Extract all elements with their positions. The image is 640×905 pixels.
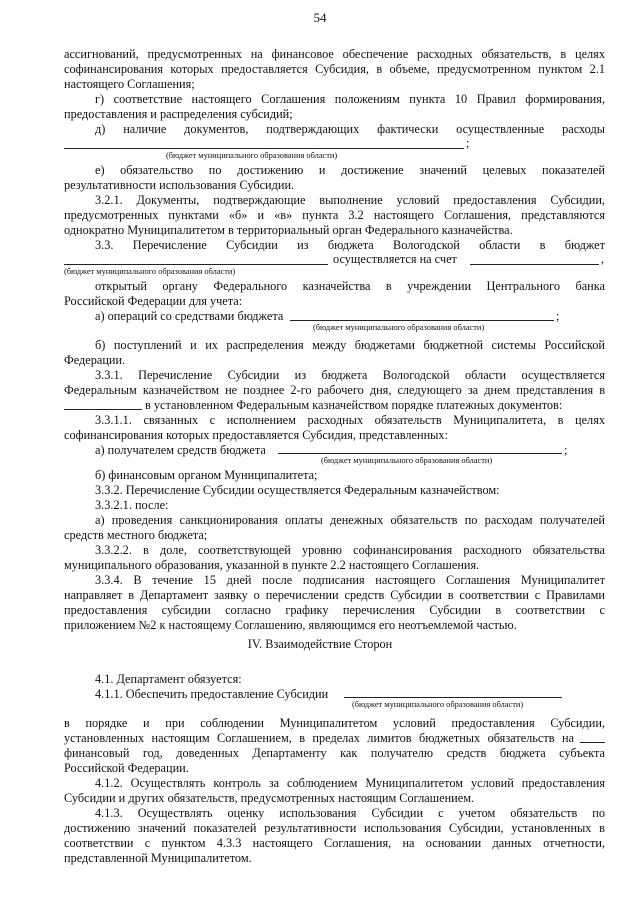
fill-blank-line[interactable] xyxy=(580,742,605,743)
text-line: софинансирования которых предоставляется Субсидия, представленных: xyxy=(64,428,448,442)
fill-blank-line[interactable] xyxy=(278,453,562,454)
fill-blank-line[interactable] xyxy=(290,320,554,321)
fill-blank-line[interactable] xyxy=(64,409,142,410)
text-line: б) финансовым органом Муниципалитета; xyxy=(95,468,318,482)
fill-blank-line[interactable] xyxy=(64,148,464,149)
text-line: 4.1.2. Осуществлять контроль за соблюдением Муниципалитетом условий предоставления xyxy=(95,776,605,790)
text-line: однократно Муниципалитетом в территориальный орган Федерального казначейства. xyxy=(64,223,513,237)
field-caption: (бюджет муниципального образования области) xyxy=(166,151,338,160)
text-line: 3.3.2.1. после: xyxy=(95,498,169,512)
text-line: Субсидии и других обязательств, предусмотренных настоящим Соглашением. xyxy=(64,791,475,805)
text-line: а) проведения санкционирования оплаты денежных обязательств по расходам получателей xyxy=(95,513,605,527)
text-line: 3.3.2. Перечисление Субсидии осуществляется Федеральным казначейством: xyxy=(95,483,500,497)
text-line: 3.3.1. Перечисление Субсидии из бюджета Вологодской области осуществляется xyxy=(95,368,605,382)
text-line: предоставления и распределения субсидий; xyxy=(64,107,293,121)
text-line: установленных настоящим Соглашением, в пределах лимитов бюджетных обязательств на xyxy=(64,731,574,745)
text-line: б) поступлений и их распределения между бюджетами бюджетной системы Российской xyxy=(95,338,605,352)
text-line: 3.3. Перечисление Субсидии из бюджета Вологодской области в бюджет xyxy=(95,238,605,252)
text-line: 3.3.2.2. в доле, соответствующей уровню софинансирования расходного обязательства xyxy=(95,543,605,557)
text-line: в установленном Федеральным казначейством порядке платежных документов: xyxy=(145,398,563,412)
text-line: соответствии с пунктом 4.3.3 настоящего Соглашения, на основании данных отчетности, xyxy=(64,836,605,850)
text-line: е) обязательство по достижению и достижение значений целевых показателей xyxy=(95,163,605,177)
page-number: 54 xyxy=(313,10,327,25)
text-line: представленной Муниципалитетом. xyxy=(64,851,252,865)
text-line: осуществляется на счет xyxy=(333,252,457,266)
fill-blank-line[interactable] xyxy=(470,264,599,265)
section-heading: IV. Взаимодействие Сторон xyxy=(247,637,393,651)
fill-blank-line[interactable] xyxy=(344,697,562,698)
field-caption: (бюджет муниципального образования области) xyxy=(321,456,493,465)
text-line: софинансирования которых предоставляется Субсидия, в объеме, предусмотренном пунктом 2.1 xyxy=(64,62,605,76)
text-line: 4.1.3. Осуществлять оценку использования Субсидии с учетом обязательств по xyxy=(95,806,605,820)
text-line: 3.2.1. Документы, подтверждающие выполнение условий предоставления Субсидии, xyxy=(95,193,605,207)
text-line: муниципального образования, указанной в пункте 2.2 настоящего Соглашения. xyxy=(64,558,480,572)
text-line: ; xyxy=(564,443,568,457)
text-line: 4.1.1. Обеспечить предоставление Субсидии xyxy=(95,687,329,701)
text-line: направляет в Департамент заявку о перечислении средств Субсидии в соответствии с Правилами xyxy=(64,588,605,602)
text-line: а) операций со средствами бюджета xyxy=(95,309,284,323)
text-line: ; xyxy=(466,136,470,150)
text-line: ассигнований, предусмотренных на финансовое обеспечение расходных обязательств, в целях xyxy=(64,47,605,61)
text-line: открытый органу Федерального казначейства в учреждении Центрального банка xyxy=(95,279,605,293)
field-caption: (бюджет муниципального образования области) xyxy=(64,267,236,276)
text-line: ; xyxy=(556,309,560,323)
text-line: а) получателем средств бюджета xyxy=(95,443,266,457)
text-line: Федерации. xyxy=(64,353,126,367)
text-line: 3.3.1.1. связанных с исполнением расходных обязательств Муниципалитета, в целях xyxy=(95,413,605,427)
text-line: достижению значений показателей результативности использования Субсидии, установленных в xyxy=(64,821,605,835)
field-caption: (бюджет муниципального образования области) xyxy=(352,700,524,709)
text-line: Российской Федерации. xyxy=(64,761,189,775)
text-line: г) соответствие настоящего Соглашения положениям пункта 10 Правил формирования, xyxy=(95,92,605,106)
text-line: 3.3.4. В течение 15 дней после подписания настоящего Соглашения Муниципалитет xyxy=(95,573,605,587)
text-line: , xyxy=(601,252,605,266)
text-line: предусмотренных пунктами «б» и «в» пункта 3.2 настоящего Соглашения, представляются xyxy=(64,208,605,222)
text-line: 4.1. Департамент обязуется: xyxy=(95,672,242,686)
text-line: Федеральным казначейством не позднее 2-го рабочего дня, следующего за днем представления в xyxy=(64,383,605,397)
text-line: д) наличие документов, подтверждающих фактически осуществленные расходы xyxy=(95,122,605,136)
text-line: результативности использования Субсидии. xyxy=(64,178,295,192)
field-caption: (бюджет муниципального образования области) xyxy=(313,323,485,332)
text-line: финансовый год, доведенных Департаменту как получателю средств бюджета субъекта xyxy=(64,746,605,760)
text-line: приложением №2 к настоящему Соглашению, являющимся его неотъемлемой частью. xyxy=(64,618,517,632)
text-line: в порядке и при соблюдении Муниципалитетом условий предоставления Субсидии, xyxy=(64,716,605,730)
text-line: Российской Федерации для учета: xyxy=(64,294,243,308)
fill-blank-line[interactable] xyxy=(64,264,328,265)
text-line: средств местного бюджета; xyxy=(64,528,208,542)
text-line: настоящего Соглашения; xyxy=(64,77,195,91)
text-line: предоставления субсидии согласно графику перечисления Субсидии в соответствии с xyxy=(64,603,605,617)
